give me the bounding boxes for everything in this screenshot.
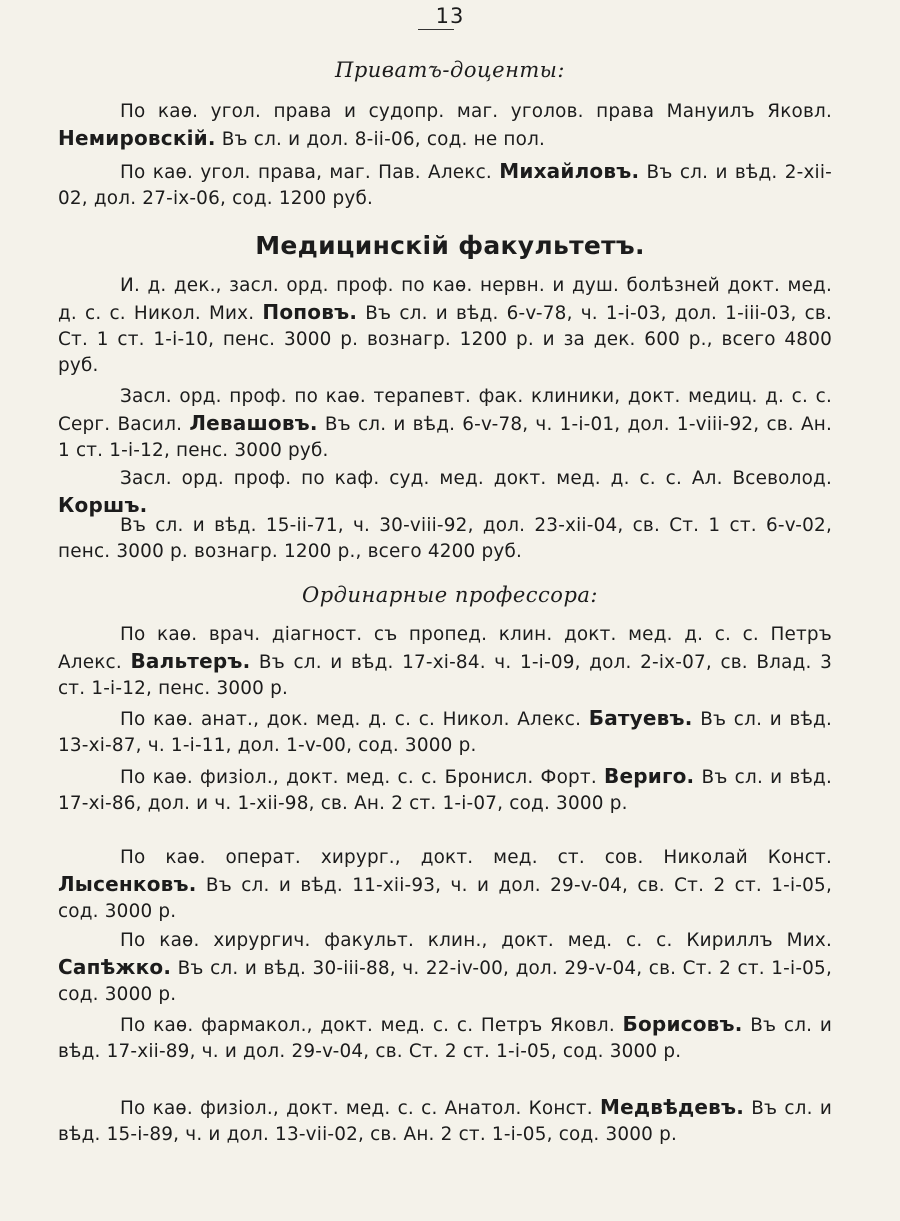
entry-text: По каѳ. физіол., докт. мед. с. с. Бронисл. Форт.	[120, 767, 597, 788]
entry-text: Засл. орд. проф. по каѳ. терапевт. фак. клиники, докт. медиц. д. с. с. Серг. Васил.	[58, 386, 832, 435]
entry-surname: Поповъ.	[262, 300, 358, 324]
entry-surname: Немировскій.	[58, 126, 216, 150]
entry-surname: Медвѣдевъ.	[600, 1095, 745, 1119]
entry-privat-0	[58, 99, 832, 153]
entry-surname: Батуевъ.	[588, 706, 693, 730]
entry-med-1	[58, 384, 832, 464]
entry-ordinary-5	[58, 1011, 832, 1065]
entry-surname: Михайловъ.	[499, 159, 640, 183]
entry-details: Въ сл. и вѣд. 30-iii-88, ч. 22-iv-00, дол. 29-v-04, св. Ст. 2 ст. 1-i-05, сод. 3000 р.	[58, 958, 833, 1005]
entry-surname: Сапѣжко.	[58, 955, 172, 979]
entry-text: И. д. дек., засл. орд. проф. по каѳ. нервн. и душ. болѣзней докт. мед. д. с. с. Никол. Мих.	[58, 275, 832, 324]
entry-text: Засл. орд. проф. по каф. суд. мед. докт. мед. д. с. с. Ал. Всеволод.	[120, 468, 832, 489]
entry-ordinary-0	[58, 622, 832, 702]
entry-ordinary-3	[58, 845, 832, 925]
entry-details: Въ сл. и вѣд. 17-xi-84. ч. 1-i-09, дол. 2-ix-07, св. Влад. 3 ст. 1-i-12, пенс. 3000 р.	[58, 652, 832, 699]
entry-details: Въ сл. и дол. 8-ii-06, сод. не пол.	[221, 129, 546, 150]
entry-text: По каѳ. анат., док. мед. д. с. с. Никол. Алекс.	[120, 709, 582, 730]
entry-surname: Вальтеръ.	[130, 649, 251, 673]
entry-text: По каѳ. фармакол., докт. мед. с. с. Петръ Яковл.	[120, 1015, 615, 1036]
entry-ordinary-1	[58, 705, 832, 759]
entry-details: Въ сл. и вѣд. 6-v-78, ч. 1-i-01, дол. 1-viii-92, св. Ан. 1 ст. 1-i-12, пенс. 3000 руб.	[58, 414, 833, 461]
entry-details: Въ сл. и вѣд. 15-i-89, ч. и дол. 13-vii-02, св. Ан. 2 ст. 1-i-05, сод. 3000 р.	[58, 1098, 833, 1145]
entry-text: По каѳ. хирургич. факульт. клин., докт. мед. с. с. Кириллъ Мих.	[120, 930, 832, 951]
entry-text: По каѳ. угол. права и судопр. маг. уголов. права Мануилъ Яковл.	[120, 101, 832, 122]
entry-text: По каѳ. операт. хирург., докт. мед. ст. сов. Николай Конст.	[120, 847, 832, 868]
entry-surname: Лысенковъ.	[58, 872, 197, 896]
entry-surname: Борисовъ.	[622, 1012, 743, 1036]
entry-surname: Левашовъ.	[189, 411, 318, 435]
entry-med-0	[58, 273, 832, 379]
entry-text: По каѳ. угол. права, маг. Пав. Алекс.	[120, 162, 492, 183]
entry-ordinary-4	[58, 928, 832, 1008]
entry-text: По каѳ. врач. діагност. съ пропед. клин. докт. мед. д. с. с. Петръ Алекс.	[58, 624, 832, 673]
section-heading-privat-docents: Приватъ-доценты:	[335, 58, 565, 82]
entry-details: Въ сл. и вѣд. 2-xii-02, дол. 27-ix-06, сод. 1200 руб.	[58, 162, 833, 209]
section-heading-ordinary-professors: Ординарные профессора:	[301, 583, 598, 607]
entry-surname: Коршъ.	[58, 493, 148, 517]
entry-text: Въ сл. и вѣд. 15-ii-71, ч. 30-viii-92, дол. 23-xii-04, св. Ст. 1 ст. 6-v-02, пенс. 3000 р. вознагр. 1200 р., всего 4200 руб.	[58, 515, 832, 562]
entry-med-3	[58, 513, 832, 565]
entry-med-2	[58, 466, 832, 520]
entry-details: Въ сл. и вѣд. 17-xii-89, ч. и дол. 29-v-04, св. Ст. 2 ст. 1-i-05, сод. 3000 р.	[58, 1015, 833, 1062]
entry-ordinary-6	[58, 1094, 832, 1148]
entry-surname: Вериго.	[604, 764, 695, 788]
entry-text: По каѳ. физіол., докт. мед. с. с. Анатол. Конст.	[120, 1098, 593, 1119]
entry-details: Въ сл. и вѣд. 13-xi-87, ч. 1-i-11, дол. 1-v-00, сод. 3000 р.	[58, 709, 833, 756]
page-number: 13	[435, 4, 465, 28]
entry-details: Въ сл. и вѣд. 6-v-78, ч. 1-i-03, дол. 1-iii-03, св. Ст. 1 ст. 1-i-10, пенс. 3000 р. вознагр. 1200 р. и за дек. 600 р., всего 4800 руб.	[58, 303, 833, 376]
entry-details: Въ сл. и вѣд. 11-xii-93, ч. и дол. 29-v-04, св. Ст. 2 ст. 1-i-05, сод. 3000 р.	[58, 875, 832, 922]
entry-details: Въ сл. и вѣд. 17-xi-86, дол. и ч. 1-xii-98, св. Ан. 2 ст. 1-i-07, сод. 3000 р.	[58, 767, 833, 814]
page-number-rule	[418, 29, 454, 30]
entry-privat-1	[58, 158, 832, 212]
section-heading-medical-faculty: Медицинскій факультетъ.	[255, 231, 645, 260]
entry-ordinary-2	[58, 763, 832, 817]
